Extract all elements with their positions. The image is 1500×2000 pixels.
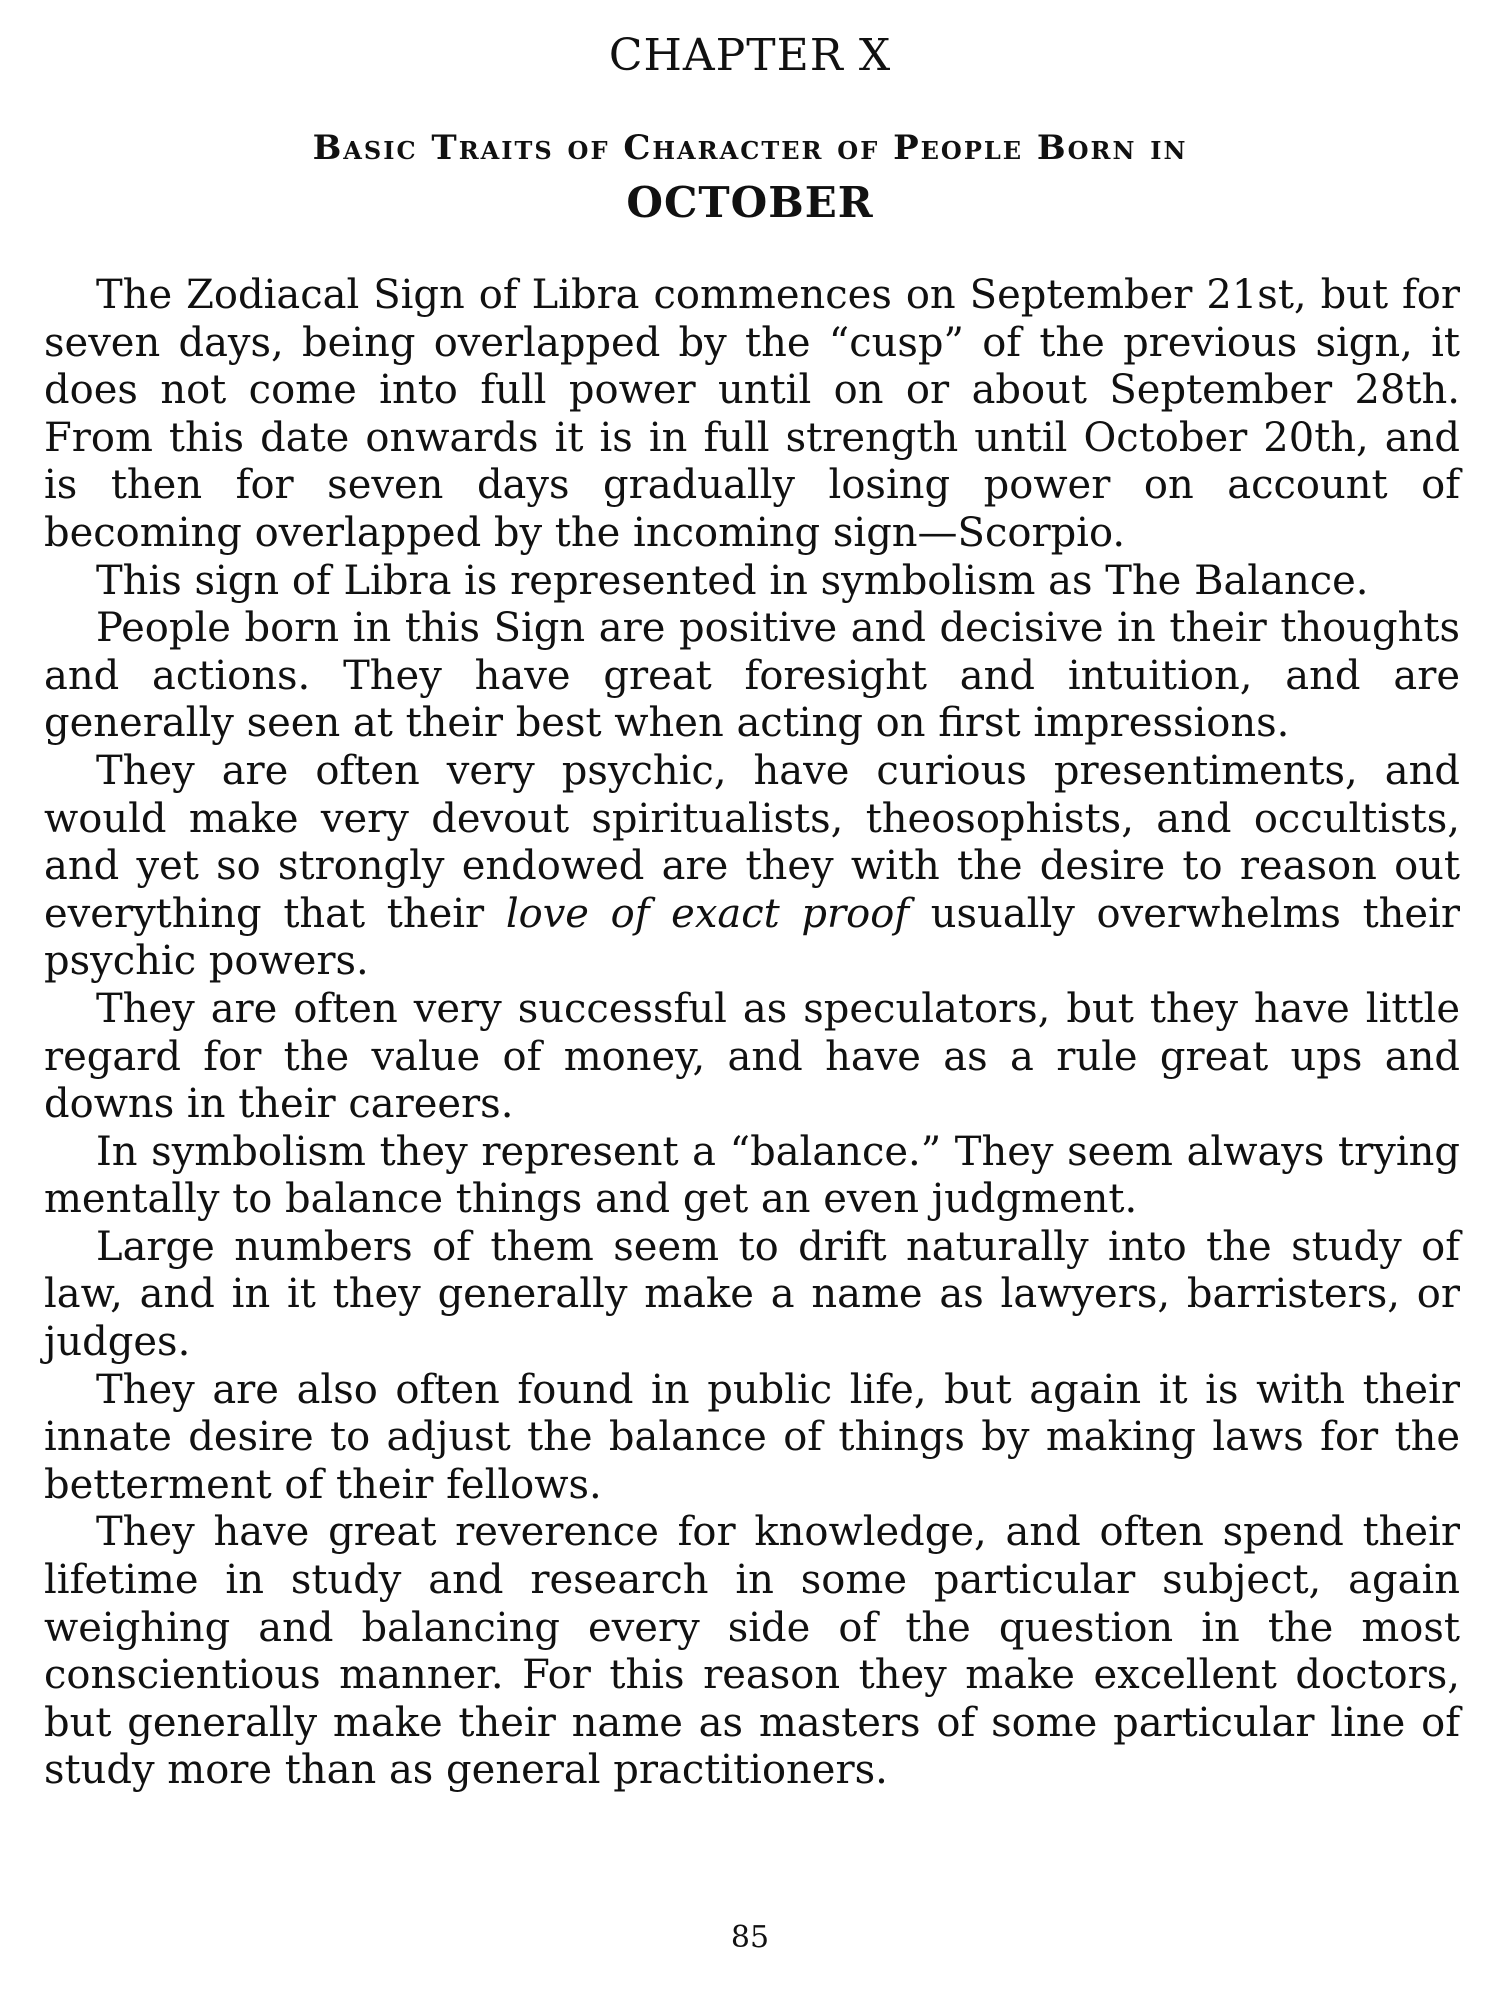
paragraph-law: Large numbers of them seem to drift naturally into the study of law, and in it they generally make a name as lawyers, barristers, or judges. <box>44 1223 1460 1366</box>
paragraph-balance: In symbolism they represent a “balance.” They seem always trying mentally to balance things and get an even judgment. <box>44 1128 1460 1223</box>
paragraph-symbol: This sign of Libra is represented in symbolism as The Balance. <box>96 557 1369 604</box>
page-number: 85 <box>730 1920 770 1955</box>
paragraph-psychic-text-end: usually overwhelms their psychic powers. <box>44 890 1460 985</box>
chapter-heading: CHAPTER X <box>608 30 892 81</box>
paragraph-public-life: They are also often found in public life, but again it is with their innate desire to adjust the balance of things by making laws for the betterment of their fellows. <box>44 1366 1460 1508</box>
paragraph-psychic-emphasis: love of exact proof <box>505 890 910 937</box>
paragraph-libra-dates: The Zodiacal Sign of Libra commences on September 21st, but for seven days, being overlapped by the “cusp” of the previous sign, it does not come into full power until on or about September 28th. From this date onwards it is in full strength until October 20th, and is then for seven days gradually losing power on account of becoming overlapped by the incoming sign—Scorpio. <box>44 272 1460 556</box>
paragraph-positive-decisive: People born in this Sign are positive and decisive in their thoughts and actions. They have great foresight and intuition, and are generally seen at their best when acting on first impressions. <box>44 605 1460 747</box>
chapter-subtitle-month: OCTOBER <box>626 178 874 227</box>
paragraph-psychic <box>44 748 1460 986</box>
paragraph-knowledge: They have great reverence for knowledge, and often spend their lifetime in study and research in some particular subject, again weighing and balancing every side of the question in the most conscientious manner. For this reason they make excellent doctors, but generally make their name as masters of some particular line of study more than as general practitioners. <box>44 1509 1460 1794</box>
body-text <box>44 272 1460 1795</box>
chapter-subtitle: Basic Traits of Character of People Born in <box>312 128 1188 168</box>
paragraph-psychic-text-start: They are often very psychic, have curious presentiments, and would make very devout spiritualists, theosophists, and occultists, and yet so strongly endowed are they with the desire to reason out everything that their <box>44 747 1460 937</box>
paragraph-speculators: They are often very successful as speculators, but they have little regard for the value of money, and have as a rule great ups and downs in their careers. <box>44 985 1460 1128</box>
